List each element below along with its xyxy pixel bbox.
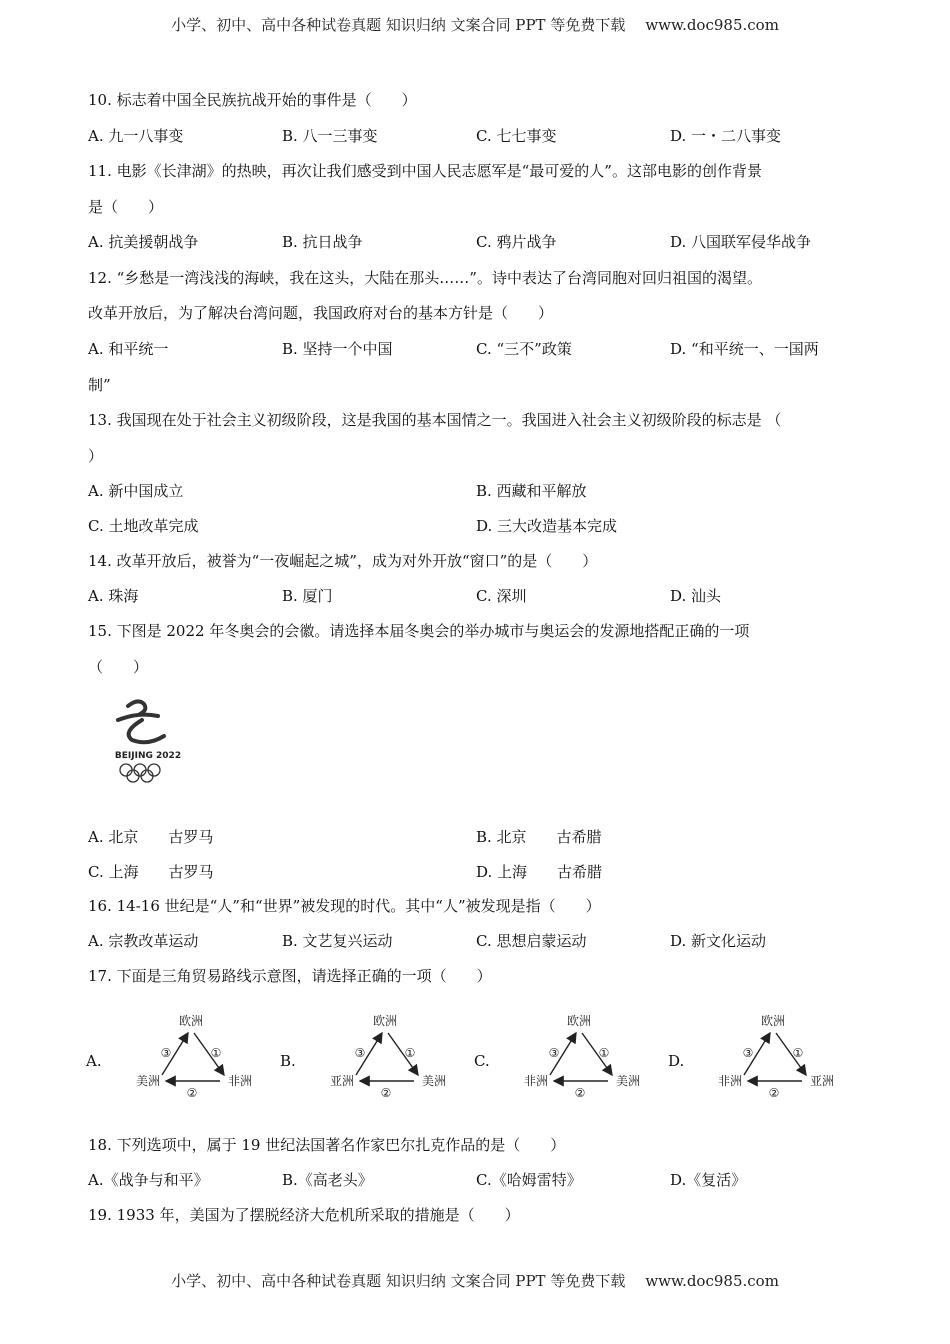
route-number-2: ② [380, 1086, 392, 1100]
q13-option-b: B. 西藏和平解放 [476, 482, 587, 500]
q12-stem-line2: 改革开放后，为了解决台湾问题，我国政府对台的基本方针是（ ） [88, 304, 554, 322]
q16-option-d: D. 新文化运动 [670, 932, 767, 950]
q12-option-a: A. 和平统一 [88, 340, 169, 358]
q12-stem-line1: 12. “乡愁是一湾浅浅的海峡，我在这头，大陆在那头……”。诗中表达了台湾同胞对回归祖国的渴望。 [88, 269, 762, 287]
q10-stem: 10. 标志着中国全民族抗战开始的事件是（ ） [88, 91, 417, 109]
q17-triangle-diagram [698, 1005, 848, 1100]
q12-option-d: D. “和平统一、一国两 [670, 340, 819, 358]
page-header [0, 14, 950, 35]
beijing-2022-logo [108, 692, 188, 792]
q16-option-c: C. 思想启蒙运动 [476, 932, 587, 950]
q14-option-b: B. 厦门 [282, 587, 333, 605]
route-number-1: ① [404, 1046, 416, 1060]
region-top: 欧洲 [760, 1014, 786, 1028]
q18-option-b: B.《高老头》 [282, 1171, 373, 1189]
q10-option-d: D. 一・二八事变 [670, 127, 782, 145]
q12-option-b: B. 坚持一个中国 [282, 340, 393, 358]
route-number-2: ② [574, 1086, 586, 1100]
q11-option-d: D. 八国联军侵华战争 [670, 233, 812, 251]
q16-stem: 16. 14-16 世纪是“人”和“世界”被发现的时代。其中“人”被发现是指（ ） [88, 897, 601, 915]
q12-option-d-cont: 制” [88, 376, 111, 394]
q14-stem: 14. 改革开放后，被誉为“一夜崛起之城”，成为对外开放“窗口”的是（ ） [88, 552, 598, 570]
q17-triangle-diagram [116, 1005, 266, 1100]
route-number-3: ③ [548, 1046, 560, 1060]
q13-option-d: D. 三大改造基本完成 [476, 517, 618, 535]
route-number-2: ② [768, 1086, 780, 1100]
region-left: 非洲 [523, 1074, 548, 1088]
q17-option-label: A. [86, 1052, 102, 1070]
q15-stem-line1: 15. 下图是 2022 年冬奥会的会徽。请选择本届冬奥会的举办城市与奥运会的发源地搭配正确的一项 [88, 622, 750, 640]
q15-option-d: D. 上海 古希腊 [476, 863, 603, 881]
q18-stem: 18. 下列选项中，属于 19 世纪法国著名作家巴尔扎克作品的是（ ） [88, 1136, 566, 1154]
region-top: 欧洲 [566, 1014, 592, 1028]
q17-triangle-diagram [310, 1005, 460, 1100]
region-right: 美洲 [616, 1074, 641, 1088]
q13-option-a: A. 新中国成立 [88, 482, 184, 500]
q19-stem: 19. 1933 年，美国为了摆脱经济大危机所采取的措施是（ ） [88, 1206, 520, 1224]
region-left: 亚洲 [329, 1074, 354, 1088]
region-left: 美洲 [135, 1074, 160, 1088]
q13-stem-line2: ） [88, 447, 104, 465]
q10-option-c: C. 七七事变 [476, 127, 557, 145]
region-top: 欧洲 [372, 1014, 398, 1028]
header-text: 小学、初中、高中各种试卷真题 知识归纳 文案合同 PPT 等免费下载 [171, 16, 626, 34]
q13-option-c: C. 土地改革完成 [88, 517, 199, 535]
q13-stem-line1: 13. 我国现在处于社会主义初级阶段，这是我国的基本国情之一。我国进入社会主义初级阶段的标志是 （ [88, 411, 782, 429]
region-left: 非洲 [717, 1074, 742, 1088]
q17-option-label: B. [280, 1052, 296, 1070]
region-right: 亚洲 [810, 1074, 835, 1088]
footer-text: 小学、初中、高中各种试卷真题 知识归纳 文案合同 PPT 等免费下载 [171, 1272, 626, 1290]
route-number-1: ① [792, 1046, 804, 1060]
region-right: 非洲 [228, 1074, 253, 1088]
q18-option-a: A.《战争与和平》 [88, 1171, 209, 1189]
q14-option-c: C. 深圳 [476, 587, 527, 605]
route-number-3: ③ [354, 1046, 366, 1060]
q11-stem-line2: 是（ ） [88, 198, 164, 216]
q16-option-b: B. 文艺复兴运动 [282, 932, 393, 950]
q14-option-d: D. 汕头 [670, 587, 722, 605]
q11-option-a: A. 抗美援朝战争 [88, 233, 199, 251]
page-footer [0, 1270, 950, 1291]
footer-site[interactable]: www.doc985.com [645, 1272, 779, 1290]
q15-stem-line2: （ ） [88, 658, 149, 676]
q17-stem: 17. 下面是三角贸易路线示意图，请选择正确的一项（ ） [88, 967, 492, 985]
q15-option-a: A. 北京 古罗马 [88, 828, 214, 846]
q11-option-c: C. 鸦片战争 [476, 233, 557, 251]
route-number-2: ② [186, 1086, 198, 1100]
q10-option-a: A. 九一八事变 [88, 127, 184, 145]
route-number-3: ③ [742, 1046, 754, 1060]
q11-option-b: B. 抗日战争 [282, 233, 363, 251]
q17-option-label: C. [474, 1052, 490, 1070]
q11-stem-line1: 11. 电影《长津湖》的热映，再次让我们感受到中国人民志愿军是“最可爱的人”。这部电影的创作背景 [88, 162, 762, 180]
route-number-3: ③ [160, 1046, 172, 1060]
route-number-1: ① [210, 1046, 222, 1060]
q10-option-b: B. 八一三事变 [282, 127, 378, 145]
q17-option-label: D. [668, 1052, 685, 1070]
q18-option-d: D.《复活》 [670, 1171, 747, 1189]
header-site[interactable]: www.doc985.com [645, 16, 779, 34]
q15-option-b: B. 北京 古希腊 [476, 828, 602, 846]
q18-option-c: C.《哈姆雷特》 [476, 1171, 582, 1189]
route-number-1: ① [598, 1046, 610, 1060]
q12-option-c: C. “三不”政策 [476, 340, 572, 358]
q16-option-a: A. 宗教改革运动 [88, 932, 199, 950]
region-top: 欧洲 [178, 1014, 204, 1028]
q15-option-c: C. 上海 古罗马 [88, 863, 214, 881]
region-right: 美洲 [422, 1074, 447, 1088]
q17-triangle-diagram [504, 1005, 654, 1100]
logo-text: BEIJING 2022 [114, 751, 182, 761]
q14-option-a: A. 珠海 [88, 587, 139, 605]
